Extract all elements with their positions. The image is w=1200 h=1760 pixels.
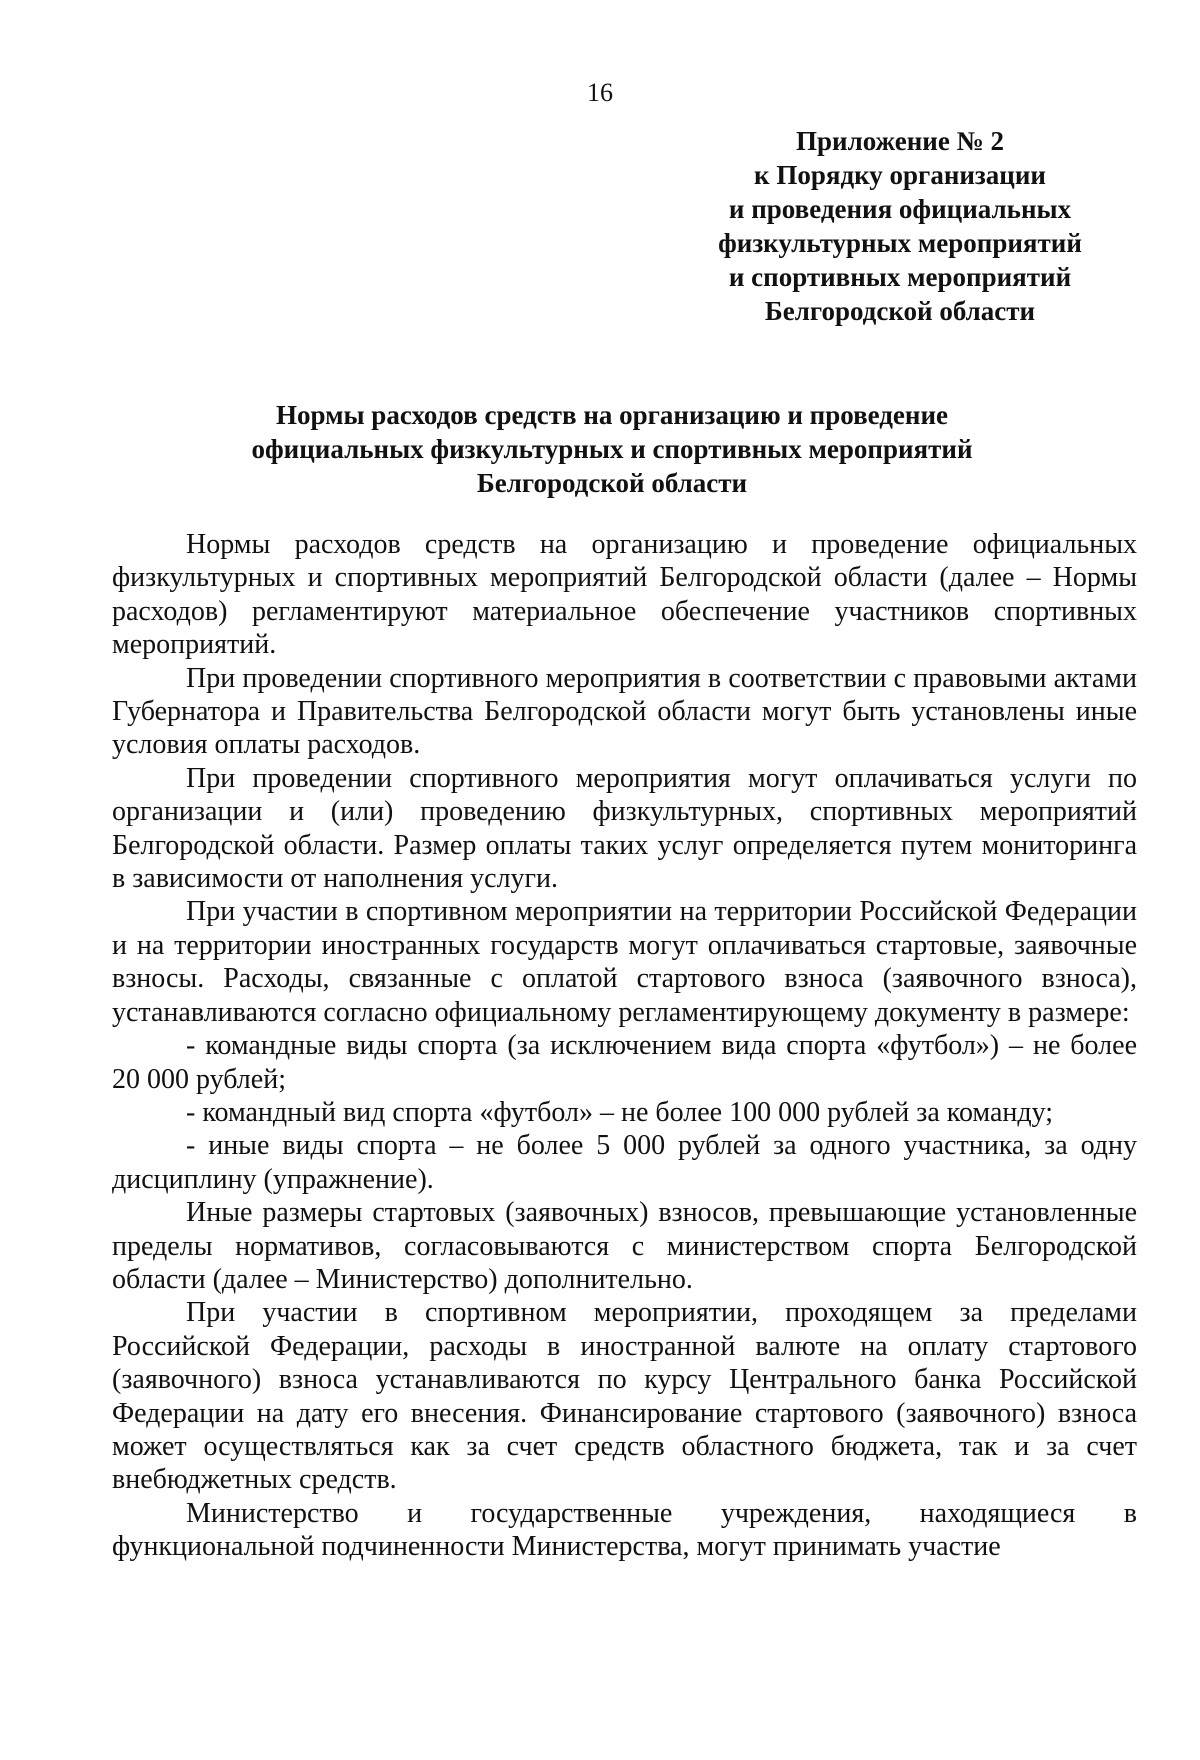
appendix-line: Приложение № 2 [796,126,1004,156]
paragraph: Нормы расходов средств на организацию и проведение официальных физкультурных и спортивных мероприятий Белгородской области (далее – Нормы расходов) регламентируют материальное обеспечение участников спортивных мероприятий. [112,529,1137,661]
appendix-header [690,124,1110,328]
appendix-line: и спортивных мероприятий [728,262,1072,292]
list-item: - командные виды спорта (за исключением вида спорта «футбол») – не более 20 000 рублей; [112,1030,1137,1095]
appendix-line: Белгородской области [764,296,1036,326]
document-body [112,528,1137,1564]
title-line: официальных физкультурных и спортивных мероприятий [251,434,973,464]
page-number: 16 [587,78,613,107]
list-item: - иные виды спорта – не более 5 000 рублей за одного участника, за одну дисциплину (упражнение). [112,1130,1137,1195]
title-line: Белгородской области [476,468,748,498]
paragraph: Иные размеры стартовых (заявочных) взносов, превышающие установленные пределы нормативов, согласовываются с министерством спорта Белгородской области (далее – Министерство) дополнительно. [112,1197,1137,1295]
appendix-line: физкультурных мероприятий [718,228,1082,258]
appendix-line: и проведения официальных [728,194,1072,224]
paragraph: При участии в спортивном мероприятии на территории Российской Федерации и на территории иностранных государств могут оплачиваться стартовые, заявочные взносы. Расходы, связанные с оплатой стартового взноса (заявочного взноса), устанавливаются согласно официальному регламентирующему документу в размере: [112,896,1137,1028]
document-title [112,398,1112,500]
paragraph: При проведении спортивного мероприятия могут оплачиваться услуги по организации и (или) проведению физкультурных, спортивных мероприятий Белгородской области. Размер оплаты таких услуг определяется путем мониторинга в зависимости от наполнения услуги. [112,762,1137,895]
appendix-line: к Порядку организации [754,160,1046,190]
paragraph: При проведении спортивного мероприятия в соответствии с правовыми актами Губернатора и Правительства Белгородской области могут быть установлены иные условия оплаты расходов. [112,662,1137,761]
list-item: - командный вид спорта «футбол» – не более 100 000 рублей за команду; [186,1096,1054,1128]
title-line: Нормы расходов средств на организацию и проведение [275,400,949,430]
paragraph: Министерство и государственные учреждения, находящиеся в функциональной подчиненности Министерства, могут принимать участие [112,1497,1137,1563]
paragraph: При участии в спортивном мероприятии, проходящем за пределами Российской Федерации, расходы в иностранной валюте на оплату стартового (заявочного) взноса устанавливаются по курсу Центрального банка Российской Федерации на дату его внесения. Финансирование стартового (заявочного) взноса может осуществляться как за счет средств областного бюджета, так и за счет внебюджетных средств. [112,1297,1137,1496]
